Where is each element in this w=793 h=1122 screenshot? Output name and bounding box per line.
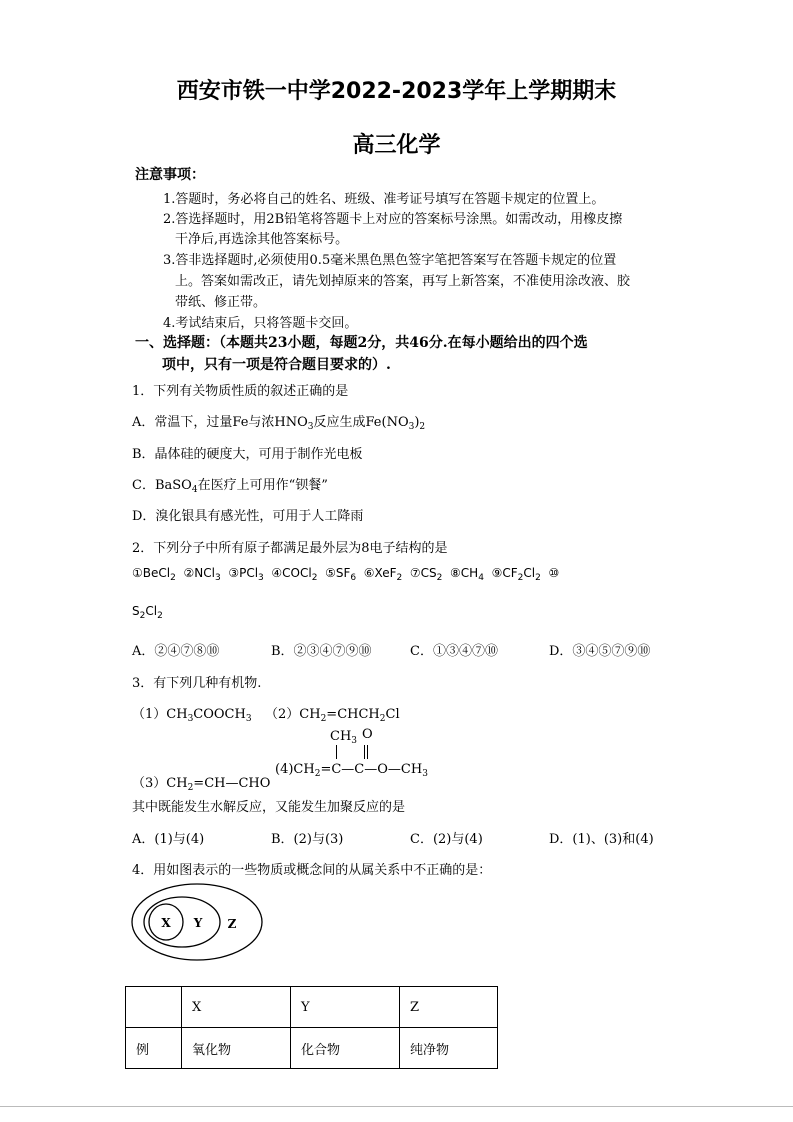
question-1-option-b: B．晶体硅的硬度大，可用于制作光电板 [132,447,363,462]
compound-4-bond [336,745,337,759]
table-header-row [126,987,498,1028]
table-cell: Y [291,987,400,1028]
question-3-prompt: 其中既能发生水解反应，又能发生加聚反应的是 [132,800,406,815]
compound-1: $(1)CH_3COOCH_3$ [132,707,252,724]
venn-y-label: Y [193,916,203,930]
question-1-stem: 1．下列有关物质性质的叙述正确的是 [132,384,349,399]
question-2-s2cl2: $S_2Cl_2$ [132,604,163,621]
compound-4: $(4)CH_2=C—C—O—CH_3$ [275,762,428,779]
compound-2: $(2)CH_2=CHCH_2Cl$ [265,707,400,724]
notice-item: 带纸、修正带。 [175,295,267,310]
table-cell: Z [400,987,498,1028]
question-3-option-d: D．(1)、(3)和(4) [549,832,654,847]
question-3-stem: 3．有下列几种有机物. [132,676,262,691]
question-2-option-c: C．①③④⑦⑩ [410,644,498,659]
question-4-table [125,986,498,1069]
question-1-option-c: C．BaSO$_4$在医疗上可用作“钡餐” [132,478,328,495]
notice-item: 3.答非选择题时,必须使用0.5毫米黑色黑色签字笔把答案写在答题卡规定的位置 [163,253,617,268]
table-cell: 例 [126,1028,182,1069]
page-subtitle: 高三化学 [352,133,441,158]
table-cell [126,987,182,1028]
compound-4-methyl: $CH_3$ [330,729,358,746]
question-2-stem: 2．下列分子中所有原子都满足最外层为8电子结构的是 [132,541,448,556]
page-title: 西安市铁一中学2022-2023学年上学期期末 [176,79,617,104]
question-2-molecule-list: ①BeCl$_2$ ②NCl$_3$ ③PCl$_3$ ④COCl$_2$ $⑤SF_6$ ⑥XeF$_2$ $⑦CS_2$ $⑧CH_4$ $⑨CF_2Cl_2$ ⑩ [132,566,560,583]
table-cell: 氧化物 [182,1028,291,1069]
notice-item: 干净后,再选涂其他答案标号。 [175,232,349,247]
venn-z-label: Z [227,917,237,931]
notice-item: 2.答选择题时，用2B铅笔将答题卡上对应的答案标号涂黑。如需改动，用橡皮擦 [163,212,623,227]
question-2-option-d: D．③④⑤⑦⑨⑩ [549,644,651,659]
question-1-option-a: A．常温下，过量Fe与浓$HNO_3$反应生成$Fe(NO_3)_2$ [132,415,426,432]
question-4-stem: 4．用如图表示的一些物质或概念间的从属关系中不正确的是： [132,863,492,878]
section-heading-cont: 项中，只有一项是符合题目要求的）. [162,357,391,373]
question-3-option-c: C．(2)与(4) [410,832,483,847]
table-row [126,1028,498,1069]
notice-item: 上。答案如需改正，请先划掉原来的答案，再写上新答案，不准使用涂改液、胶 [175,274,631,289]
compound-4-double-bond [364,745,365,759]
venn-y-ellipse [144,897,220,947]
table-cell: 纯净物 [400,1028,498,1069]
notice-item: 1.答题时，务必将自己的姓名、班级、准考证号填写在答题卡规定的位置上。 [163,192,605,207]
question-2-option-b: B．②③④⑦⑨⑩ [271,644,372,659]
venn-x-label: X [161,916,171,930]
table-cell: 化合物 [291,1028,400,1069]
compound-4-carbonyl-o: O [362,727,373,742]
table-cell: X [182,987,291,1028]
compound-4-double-bond [367,745,368,759]
question-3-option-b: B．(2)与(3) [271,832,344,847]
question-3-option-a: A．(1)与(4) [132,832,205,847]
venn-diagram [130,882,265,962]
compound-3: $(3)CH_2=CH—CHO$ [132,776,271,793]
page-footer-line [0,1106,793,1107]
notice-heading: 注意事项： [135,167,205,183]
question-2-option-a: A．②④⑦⑧⑩ [132,644,220,659]
section-heading: 一、选择题：（本题共23小题，每题2分，共46分.在每小题给出的四个选 [135,335,588,351]
notice-item: 4.考试结束后，只将答题卡交回。 [163,316,358,331]
question-1-option-d: D．溴化银具有感光性，可用于人工降雨 [132,509,364,524]
